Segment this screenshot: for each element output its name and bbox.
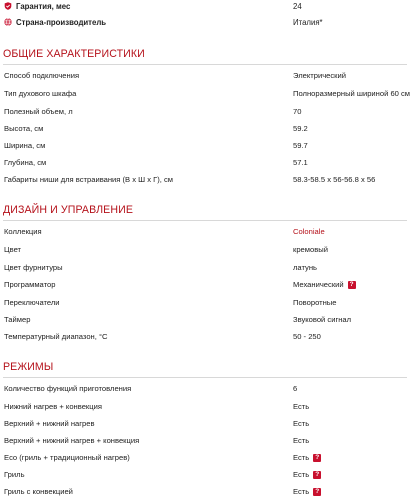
table-row bbox=[0, 400, 411, 414]
spec-label: Глубина, см bbox=[4, 158, 47, 167]
table-row bbox=[0, 122, 411, 136]
spec-value: 59.7 bbox=[293, 141, 308, 150]
spec-label: Гарантия, мес bbox=[16, 2, 71, 11]
spec-label: Программатор bbox=[4, 280, 56, 289]
spec-value: кремовый bbox=[293, 245, 328, 254]
spec-label: Способ подключения bbox=[4, 71, 80, 80]
spec-label: Верхний + нижний нагрев bbox=[4, 419, 95, 428]
table-row bbox=[0, 313, 411, 327]
spec-value: Полноразмерный шириной 60 см bbox=[293, 89, 411, 98]
spec-value: 58.3-58.5 x 56-56.8 x 56 bbox=[293, 175, 376, 184]
spec-label: Цвет bbox=[4, 245, 22, 254]
spec-value: 50 - 250 bbox=[293, 332, 321, 341]
spec-label: Цвет фурнитуры bbox=[4, 263, 63, 272]
globe-icon bbox=[4, 18, 12, 26]
help-icon[interactable]: ? bbox=[313, 471, 321, 479]
section-title-design: ДИЗАЙН И УПРАВЛЕНИЕ bbox=[3, 204, 133, 216]
table-row bbox=[0, 139, 411, 153]
section-divider bbox=[3, 377, 407, 378]
spec-value: 24 bbox=[293, 2, 302, 11]
section-title-modes: РЕЖИМЫ bbox=[3, 361, 54, 373]
spec-value: Есть bbox=[293, 402, 310, 411]
spec-label: Переключатели bbox=[4, 298, 60, 307]
table-row bbox=[0, 105, 411, 119]
table-row bbox=[0, 296, 411, 310]
spec-label: Количество функций приготовления bbox=[4, 384, 132, 393]
spec-value: Звуковой сигнал bbox=[293, 315, 352, 324]
spec-label: Eco (гриль + традиционный нагрев) bbox=[4, 453, 130, 462]
spec-label: Коллекция bbox=[4, 227, 42, 236]
table-row bbox=[0, 69, 411, 83]
spec-value: 6 bbox=[293, 384, 298, 393]
table-row bbox=[0, 382, 411, 396]
spec-label: Ширина, см bbox=[4, 141, 46, 150]
spec-value: Есть ? bbox=[293, 453, 321, 462]
spec-row-warranty bbox=[0, 1, 411, 13]
table-row bbox=[0, 243, 411, 257]
spec-value: 70 bbox=[293, 107, 302, 116]
spec-label: Тип духового шкафа bbox=[4, 89, 77, 98]
spec-label: Гриль с конвекцией bbox=[4, 487, 73, 496]
help-icon[interactable]: ? bbox=[313, 488, 321, 496]
section-divider bbox=[3, 64, 407, 65]
table-row bbox=[0, 417, 411, 431]
spec-value: Италия* bbox=[293, 18, 323, 27]
spec-value bbox=[293, 227, 325, 236]
table-row bbox=[0, 451, 411, 465]
section-divider bbox=[3, 220, 407, 221]
table-row bbox=[0, 173, 411, 187]
table-row bbox=[0, 468, 411, 482]
table-row bbox=[0, 330, 411, 344]
table-row bbox=[0, 156, 411, 170]
help-icon[interactable]: ? bbox=[348, 281, 356, 289]
spec-label: Верхний + нижний нагрев + конвекция bbox=[4, 436, 140, 445]
section-title-general: ОБЩИЕ ХАРАКТЕРИСТИКИ bbox=[3, 48, 145, 60]
spec-value: Поворотные bbox=[293, 298, 337, 307]
spec-row-country bbox=[0, 17, 411, 29]
table-row bbox=[0, 225, 411, 239]
spec-label: Полезный объем, л bbox=[4, 107, 73, 116]
shield-check-icon bbox=[4, 2, 12, 10]
table-row bbox=[0, 278, 411, 292]
spec-value: Электрический bbox=[293, 71, 346, 80]
help-icon[interactable]: ? bbox=[313, 454, 321, 462]
spec-value: Есть bbox=[293, 419, 310, 428]
spec-label: Высота, см bbox=[4, 124, 44, 133]
spec-value: 59.2 bbox=[293, 124, 308, 133]
spec-value: 57.1 bbox=[293, 158, 308, 167]
spec-label: Таймер bbox=[4, 315, 31, 324]
spec-value: Механический ? bbox=[293, 280, 356, 289]
spec-value: Есть ? bbox=[293, 470, 321, 479]
spec-value: латунь bbox=[293, 263, 317, 272]
collection-link[interactable]: Coloniale bbox=[293, 227, 325, 236]
table-row bbox=[0, 87, 411, 101]
table-row bbox=[0, 434, 411, 448]
spec-label: Гриль bbox=[4, 470, 25, 479]
spec-label: Габариты ниши для встраивания (В х Ш х Г), см bbox=[4, 175, 173, 184]
spec-label: Страна-производитель bbox=[16, 18, 107, 27]
spec-label: Нижний нагрев + конвекция bbox=[4, 402, 102, 411]
spec-value: Есть bbox=[293, 436, 310, 445]
spec-value: Есть ? bbox=[293, 487, 321, 496]
table-row bbox=[0, 485, 411, 499]
table-row bbox=[0, 261, 411, 275]
spec-label: Температурный диапазон, °C bbox=[4, 332, 108, 341]
